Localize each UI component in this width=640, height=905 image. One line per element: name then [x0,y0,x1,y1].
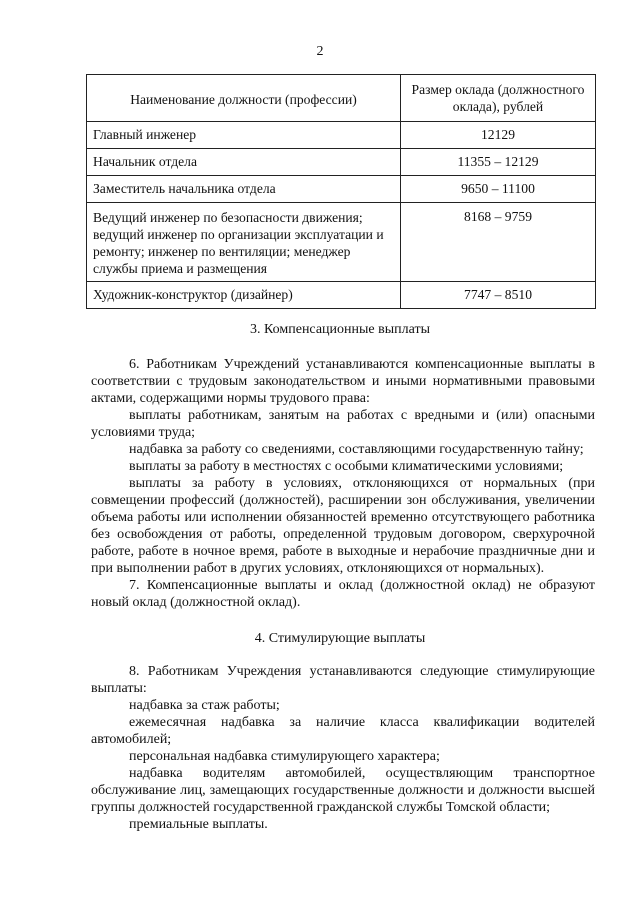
table-row [87,149,596,176]
table-cell-salary: 12129 [401,122,596,149]
paragraph: 6. Работникам Учреждений устанавливаются компенсационные выплаты в соответствии с трудовым законодательством и иными нормативными правовыми актами, содержащими нормы трудового права: [91,357,595,406]
table-cell-salary: 11355 – 12129 [401,149,596,176]
table-cell-salary: 7747 – 8510 [401,282,596,309]
table-header-position: Наименование должности (профессии) [87,75,401,122]
paragraph: 7. Компенсационные выплаты и оклад (должностной оклад) не образуют новый оклад (должностной оклад). [91,578,595,610]
paragraph: надбавка водителям автомобилей, осуществляющим транспортное обслуживание лиц, замещающих государственные должности и должности высшей группы должностей государственной гражданской службы Томской области; [91,766,595,815]
paragraph: персональная надбавка стимулирующего характера; [129,749,440,764]
paragraph: надбавка за стаж работы; [129,698,280,713]
section-3-title: 3. Компенсационные выплаты [250,322,430,337]
table-cell-position: Заместитель начальника отдела [87,176,401,203]
section-4-body [91,663,595,833]
table-cell-position: Главный инженер [87,122,401,149]
table-cell-salary: 8168 – 9759 [401,203,596,282]
table-row [87,176,596,203]
page-number: 2 [316,44,324,59]
section-3-body [91,356,595,611]
table-row [87,122,596,149]
paragraph: надбавка за работу со сведениями, составляющими государственную тайну; [129,442,584,457]
salary-table [86,74,596,309]
table-cell-position: Начальник отдела [87,149,401,176]
paragraph: 8. Работникам Учреждения устанавливаются следующие стимулирующие выплаты: [91,664,595,696]
table-header-salary: Размер оклада (должностного оклада), рублей [401,75,596,122]
paragraph: ежемесячная надбавка за наличие класса квалификации водителей автомобилей; [91,715,595,747]
paragraph: выплаты работникам, занятым на работах с вредными и (или) опасными условиями труда; [91,408,595,440]
table-row [87,282,596,309]
table-row [87,203,596,282]
section-4-title: 4. Стимулирующие выплаты [254,631,426,646]
paragraph: выплаты за работу в условиях, отклоняющихся от нормальных (при совмещении профессий (должностей), расширении зон обслуживания, увеличении объема работы или исполнении обязанностей временно отсутствующего работника без освобождения от работы, определенной трудовым договором, сверхурочной работе, работе в ночное время, работе в выходные и нерабочие праздничные дни и при выполнении работ в других условиях, отклоняющихся от нормальных). [91,476,595,576]
table-cell-position: Художник-конструктор (дизайнер) [87,282,401,309]
table-cell-position: Ведущий инженер по безопасности движения; ведущий инженер по организации эксплуатации и ремонту; инженер по вентиляции; менеджер службы приема и размещения [87,203,401,282]
table-cell-salary: 9650 – 11100 [401,176,596,203]
paragraph: премиальные выплаты. [129,817,268,832]
table-header-row [87,75,596,122]
paragraph: выплаты за работу в местностях с особыми климатическими условиями; [129,459,564,474]
